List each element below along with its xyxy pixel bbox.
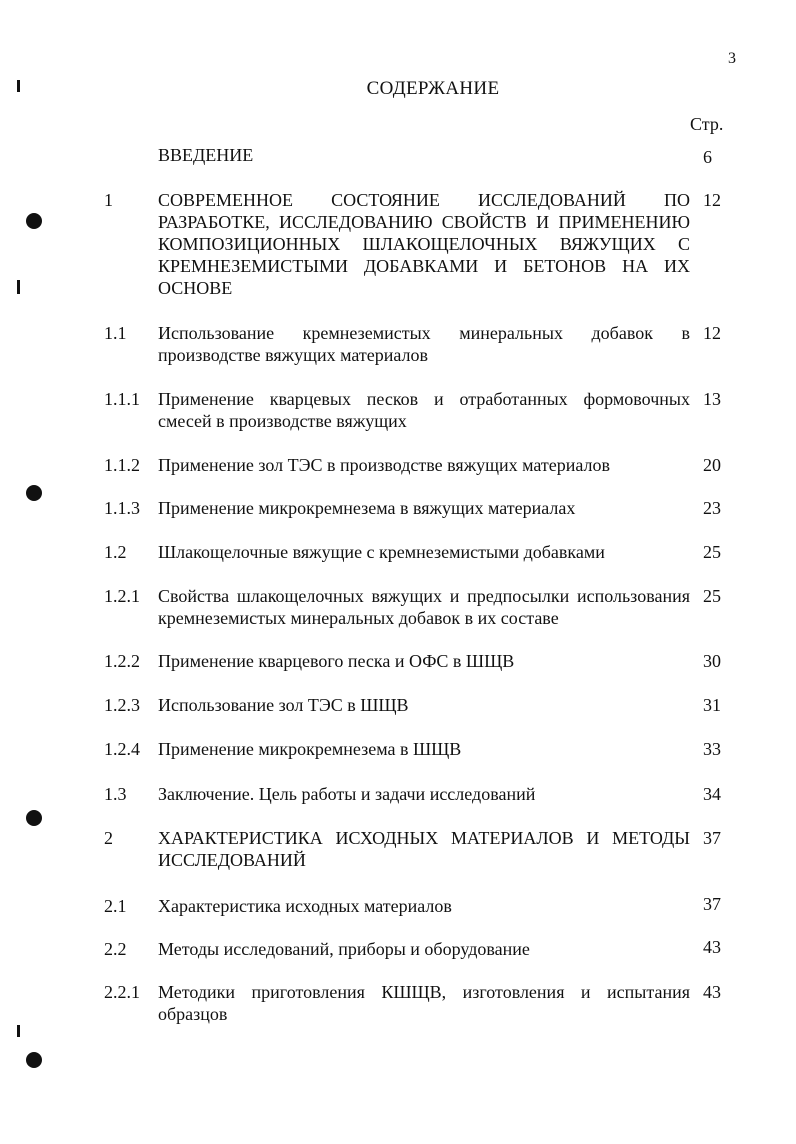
toc-entry-number: 1.1.3 bbox=[104, 498, 140, 518]
page-column-label: Стр. bbox=[690, 114, 724, 134]
toc-entry-text: Применение кварцевого песка и ОФС в ШЩВ bbox=[158, 651, 515, 671]
toc-entry-page: 20 bbox=[703, 455, 721, 475]
toc-entry-number: 1.1.2 bbox=[104, 455, 140, 475]
toc-entry-page: 43 bbox=[703, 982, 721, 1002]
toc-entry-number: 2.1 bbox=[104, 896, 127, 916]
page-number: 3 bbox=[728, 50, 736, 67]
toc-entry-text: Использование зол ТЭС в ШЩВ bbox=[158, 695, 409, 715]
toc-entry-text: Шлакощелочные вяжущие с кремнеземистыми добавками bbox=[158, 542, 605, 562]
toc-entry-number: 2 bbox=[104, 828, 113, 848]
toc-entry-page: 30 bbox=[703, 651, 721, 671]
toc-entry-number: 1.1 bbox=[104, 323, 127, 343]
toc-entry-number: 1.2.1 bbox=[104, 586, 140, 606]
toc-entry-text: СОВРЕМЕННОЕ СОСТОЯНИЕ ИССЛЕДОВАНИЙ ПО РАЗРАБОТКЕ, ИССЛЕДОВАНИЮ СВОЙСТВ И ПРИМЕНЕНИЮ КОМПОЗИЦИОННЫХ ШЛАКОЩЕЛОЧНЫХ ВЯЖУЩИХ С КРЕМНЕЗЕМИСТЫМИ ДОБАВКАМИ И БЕТОНОВ НА ИХ ОСНОВЕ bbox=[158, 190, 690, 298]
toc-entry-text: Характеристика исходных материалов bbox=[158, 896, 452, 916]
toc-entry-text: Применение зол ТЭС в производстве вяжущих материалов bbox=[158, 455, 611, 475]
punch-hole bbox=[26, 810, 42, 826]
toc-entry-page: 43 bbox=[703, 937, 721, 957]
toc-entry-number: 1.3 bbox=[104, 784, 127, 804]
toc-entry-number: 1.2 bbox=[104, 542, 127, 562]
toc-entry-page: 25 bbox=[703, 542, 721, 562]
toc-entry-page: 12 bbox=[703, 190, 721, 210]
toc-entry-number: 1.2.2 bbox=[104, 651, 140, 671]
toc-entry-page: 31 bbox=[703, 695, 721, 715]
toc-entry-text: Методы исследований, приборы и оборудование bbox=[158, 939, 530, 959]
toc-entry-number: 1 bbox=[104, 190, 113, 210]
punch-hole bbox=[26, 1052, 42, 1068]
toc-entry-text: Заключение. Цель работы и задачи исследований bbox=[158, 784, 536, 804]
toc-entry-page: 37 bbox=[703, 828, 721, 848]
toc-entry-number: 2.2.1 bbox=[104, 982, 140, 1002]
toc-entry-page: 13 bbox=[703, 389, 721, 409]
toc-entry-text: ХАРАКТЕРИСТИКА ИСХОДНЫХ МАТЕРИАЛОВ И МЕТОДЫ ИССЛЕДОВАНИЙ bbox=[158, 828, 690, 870]
toc-entry-text: ВВЕДЕНИЕ bbox=[158, 145, 254, 165]
toc-entry-page: 33 bbox=[703, 739, 721, 759]
page-title: СОДЕРЖАНИЕ bbox=[366, 78, 500, 99]
toc-entry-page: 23 bbox=[703, 498, 721, 518]
scan-mark bbox=[17, 280, 20, 294]
toc-entry-text: Использование кремнеземистых минеральных добавок в производстве вяжущих материалов bbox=[158, 323, 690, 365]
scan-mark bbox=[17, 1025, 20, 1037]
toc-entry-text: Методики приготовления КШЩВ, изготовления и испытания образцов bbox=[158, 982, 690, 1024]
toc-entry-page: 6 bbox=[703, 147, 712, 167]
scan-mark bbox=[17, 80, 20, 92]
toc-entry-text: Применение микрокремнезема в ШЩВ bbox=[158, 739, 462, 759]
punch-hole bbox=[26, 485, 42, 501]
toc-entry-text: Применение микрокремнезема в вяжущих материалах bbox=[158, 498, 576, 518]
toc-entry-number: 1.2.3 bbox=[104, 695, 140, 715]
toc-entry-page: 25 bbox=[703, 586, 721, 606]
punch-hole bbox=[26, 213, 42, 229]
toc-entry-number: 1.2.4 bbox=[104, 739, 140, 759]
toc-entry-number: 2.2 bbox=[104, 939, 127, 959]
toc-entry-text: Свойства шлакощелочных вяжущих и предпосылки использования кремнеземистых минеральных добавок в их составе bbox=[158, 586, 690, 628]
toc-entry-page: 12 bbox=[703, 323, 721, 343]
toc-entry-page: 34 bbox=[703, 784, 721, 804]
toc-entry-page: 37 bbox=[703, 894, 721, 914]
toc-entry-text: Применение кварцевых песков и отработанных формовочных смесей в производстве вяжущих bbox=[158, 389, 690, 431]
toc-entry-number: 1.1.1 bbox=[104, 389, 140, 409]
